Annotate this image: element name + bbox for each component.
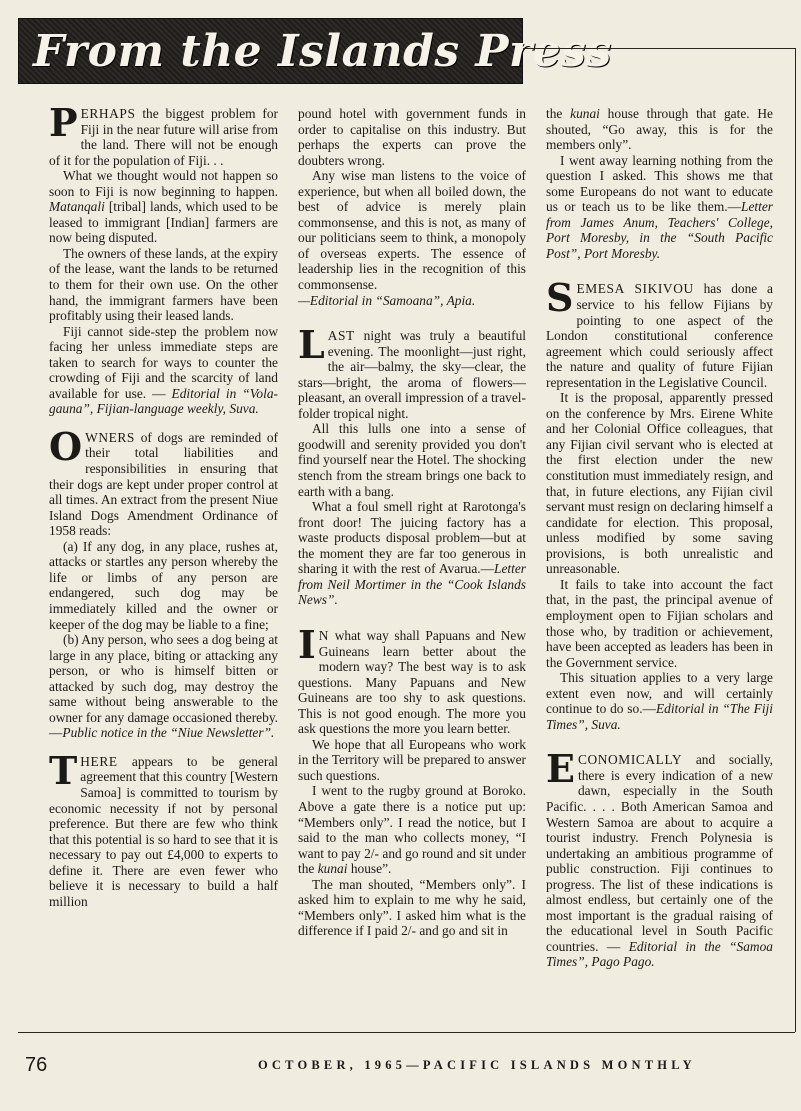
paragraph: I went away learning nothing from the question I asked. This shows me that some Europeans do not want to educate us or teach us to be like them.— bbox=[546, 152, 773, 215]
drop-cap: O bbox=[49, 423, 83, 469]
lead-word: ERHAPS bbox=[80, 106, 136, 121]
paragraph: pound hotel with government funds in order to capitalise on this industry. But perhaps the experts can prove the doubters wrong. bbox=[298, 106, 526, 168]
paragraph: (b) Any person, who sees a dog being at large in any place, biting or attacking any person, or who is himself bitten or attacked by such dog, may destroy the same without being answerable to the owner for any damage occasioned thereby.— bbox=[49, 632, 278, 741]
paragraph: (a) If any dog, in any place, rushes at, attacks or startles any person whereby the life or limbs of any person are endangered, such dog may be immediately killed and the owner or keeper of the dog may be liable to a fine; bbox=[49, 538, 278, 632]
italic-term: kunai bbox=[570, 106, 600, 121]
drop-cap: E bbox=[546, 746, 575, 792]
page-title: From the Islands Press bbox=[33, 25, 612, 77]
lead-word: HERE bbox=[80, 753, 118, 769]
paragraph: We hope that all Europeans who work in the Territory will be prepared to answer such questions. bbox=[298, 736, 526, 783]
paragraph: The owners of these lands, at the expiry of the lease, want the lands to be returned to them for their own use. On the other hand, the immigrant farmers have been profitably using their leased lands. bbox=[49, 245, 278, 324]
paragraph: the bbox=[546, 106, 563, 121]
column-2 bbox=[298, 106, 526, 952]
article-papuans-cont bbox=[546, 106, 773, 261]
paragraph: appears to be general agreement that this country [Western Samoa] is committed to tourism by economic necessity if not by personal preference. But there are few who think that this potential is so hard to see that it is necessary to pay out £4,000 to experts to define it. There are even fewer who believe it is necessary to build a half million bbox=[49, 753, 278, 909]
article-fiji-civil-service bbox=[546, 275, 773, 732]
paragraph: What a foul smell right at Rarotonga's front door! The juicing factory has a waste products disposal problem—but at the moment they are far too generous in sharing it with the rest of Avarua.— bbox=[298, 499, 526, 577]
article-rarotonga bbox=[298, 322, 526, 608]
paragraph: what way shall Papuans and New Guineans learn better about the modern way? The best way is to ask questions. Many Papuans and New Guineans are too shy to ask questions. This is not good enough. The more you ask questions the more you learn better. bbox=[298, 627, 526, 737]
page-footer bbox=[25, 1054, 795, 1078]
drop-cap: S bbox=[546, 275, 574, 321]
article-fiji-land bbox=[49, 100, 278, 417]
paragraph: All this lulls one into a sense of goodwill and serenity provided you don't find yourself near the Hotel. The shocking stench from the stream brings one back to earth with a bang. bbox=[298, 421, 526, 499]
source-citation: Editorial in the “Samoa Times”, Pago Pago. bbox=[546, 938, 773, 970]
paragraph: house”. bbox=[350, 861, 392, 877]
lead-word: EMESA SIKIVOU bbox=[576, 281, 694, 297]
drop-cap: T bbox=[49, 747, 78, 793]
paragraph: The man shouted, “Members only”. I asked him to explain to me why he said, “Members only”. I asked him what is the difference if I paid 2/- and go and sit in bbox=[298, 876, 526, 939]
paragraph: This situation applies to a very large extent even now, and will certainly continue to do so.— bbox=[546, 670, 773, 717]
masthead bbox=[18, 18, 612, 84]
article-samoa-tourism bbox=[49, 747, 278, 909]
paragraph: I went to the rugby ground at Boroko. Above a gate there is a notice put up: “Members only”. I read the notice, but I said to the man who collects money, “I want to pay 2/- and go round and sit under the bbox=[298, 783, 526, 877]
paragraph: of dogs are reminded of their total liabilities and responsibilities in ensuring that their dogs are kept under proper control at all times. An extract from the present Niue Island Dogs Amendment Ordinance of 1958 reads: bbox=[49, 429, 278, 539]
lead-word: N bbox=[318, 627, 330, 643]
frame-rule-bottom bbox=[18, 1032, 795, 1033]
lead-word: WNERS bbox=[85, 429, 135, 445]
drop-cap: P bbox=[49, 100, 78, 145]
source-citation: Editorial in “Vola-gauna”, Fijian-language weekly, Suva. bbox=[49, 385, 278, 417]
paragraph: Fiji cannot side-step the problem now facing her unless immediate steps are taken to search for ways to counter the crowding of Fiji and the scarcity of land available for use. — bbox=[49, 323, 278, 401]
paragraph: It is the proposal, apparently pressed on the conference by Mrs. Eirene White and her Colonial Office colleagues, that any Fijian civil servant who is elected at the first election under the new constitution must immediately resign, and that, in future elections, any Fijian civil servant must resign on declaring himself a candidate for election. This proposal, unless modified by some saving provisions, is both unrealistic and unreasonable. bbox=[546, 390, 773, 577]
lead-word: AST bbox=[327, 328, 355, 344]
italic-term: Matanqali bbox=[49, 199, 105, 215]
paragraph: What we thought would not happen so soon to Fiji is now beginning to happen. bbox=[49, 168, 278, 199]
article-niue-dogs bbox=[49, 423, 278, 741]
italic-term: kunai bbox=[317, 861, 348, 877]
drop-cap: I bbox=[298, 621, 316, 667]
paragraph: has done a service to his fellow Fijians by pointing to one aspect of the London constitutional conference agreement which could seriously affect the nature and quality of future Fijian representation in the Legislative Council. bbox=[546, 281, 773, 390]
lead-word: CONOMICALLY bbox=[577, 752, 683, 768]
footer-publication: OCTOBER, 1965—PACIFIC ISLANDS MONTHLY bbox=[258, 1058, 696, 1072]
paragraph: the biggest problem for Fiji in the near future will arise from the land. There will not be enough of it for the population of Fiji. . . bbox=[49, 106, 278, 168]
article-papuans bbox=[298, 621, 526, 939]
source-citation: Public notice in the “Niue Newsletter”. bbox=[62, 725, 275, 741]
source-citation: —Editorial in “Samoana”, Apia. bbox=[298, 292, 476, 308]
paragraph: Any wise man listens to the voice of experience, but when all boiled down, the best of advice is merely plain commonsense, and this is not, as many of our politicians seem to think, a monopoly of overseas experts. The essence of leadership lies in the recognition of this commonsense. bbox=[298, 168, 526, 293]
paragraph: [tribal] lands, which used to be leased to immigrant [Indian] farmers are now being disputed. bbox=[49, 199, 278, 246]
frame-rule-right bbox=[795, 48, 796, 1032]
source-citation: Letter from Neil Mortimer in the “Cook Islands News”. bbox=[298, 561, 526, 608]
drop-cap: L bbox=[298, 322, 325, 368]
paragraph: and socially, there is every indication of a new dawn, especially in the South Pacific. . . . Both American Samoa and Western Samoa are about to acquire a tourist industry. French Polynesia is undertaking an ambitious programme of public construction. Fiji continues to progress. The list of these indications is almost endless, but certainly one of the most important is the gradual raising of the educational level in South Pacific countries. — bbox=[546, 752, 773, 954]
source-citation: Letter from James Anum, Teachers' College, Port Moresby, in the “South Pacific Post”, Port Moresby. bbox=[546, 199, 773, 261]
paragraph: It fails to take into account the fact that, in the past, the principal avenue of employment open to Fijian scholars and those who, by tradition or achievement, have been accepted as leaders has been in the Government service. bbox=[546, 576, 773, 670]
article-samoa-tourism-cont bbox=[298, 106, 526, 308]
paragraph: house through that gate. He shouted, “Go away, this is for the members only”. bbox=[546, 106, 773, 153]
paragraph: night was truly a beautiful evening. The moonlight—just right, the air—balmy, the sky—clear, the stars—bright, the aroma of flowers—pleasant, an overall impression of a travel-folder tropical night. bbox=[298, 328, 526, 421]
column-1 bbox=[49, 100, 278, 922]
frame-rule-top bbox=[523, 48, 795, 49]
column-3 bbox=[546, 106, 773, 983]
page-number: 76 bbox=[25, 1054, 48, 1076]
source-citation: Editorial in “The Fiji Times”, Suva. bbox=[546, 701, 773, 732]
article-south-pacific-economy bbox=[546, 746, 773, 970]
